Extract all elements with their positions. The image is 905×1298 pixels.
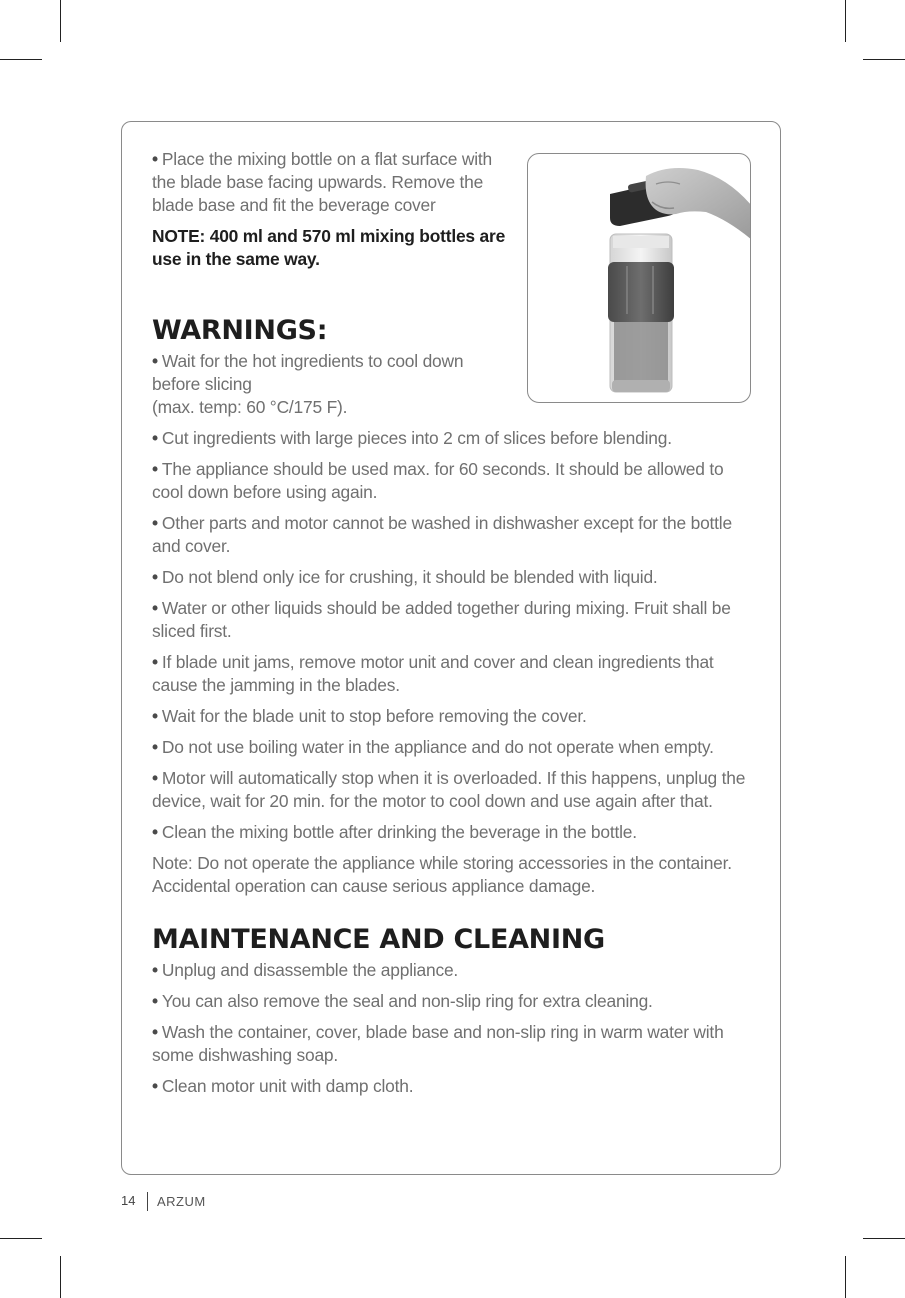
bullet-icon: • (152, 768, 158, 788)
bullet-icon: • (152, 960, 158, 980)
bullet-icon: • (152, 822, 158, 842)
warning-item: • Do not use boiling water in the appliance and do not operate when empty. (152, 737, 714, 757)
page-content (152, 148, 752, 1106)
bullet-icon: • (152, 149, 158, 169)
bullet-icon: • (152, 737, 158, 757)
warning-item: • Motor will automatically stop when it is overloaded. If this happens, unplug the device, wait for 20 min. for the motor to cool down and use again after that. (152, 768, 746, 811)
warning-item: • Clean the mixing bottle after drinking the beverage in the bottle. (152, 822, 637, 842)
max-temp-text: (max. temp: 60 °C/175 F). (152, 397, 348, 417)
bullet-icon: • (152, 991, 158, 1011)
crop-mark (845, 0, 846, 42)
warning-item: • If blade unit jams, remove motor unit and cover and clean ingredients that cause the jamming in the blades. (152, 652, 714, 695)
warnings-heading: WARNINGS: (152, 315, 328, 346)
warning-item: • Wait for the hot ingredients to cool down before slicing (max. temp: 60 °C/175 F). (152, 351, 464, 417)
crop-mark (863, 1238, 905, 1239)
warnings-note: Note: Do not operate the appliance while storing accessories in the container. Accidental operation can cause serious appliance damage. (152, 853, 732, 896)
warning-item: • The appliance should be used max. for 60 seconds. It should be allowed to cool down before using again. (152, 459, 724, 502)
crop-mark (0, 1238, 42, 1239)
bullet-icon: • (152, 1022, 158, 1042)
warning-item: • Do not blend only ice for crushing, it should be blended with liquid. (152, 567, 658, 587)
crop-mark (0, 59, 42, 60)
crop-mark (863, 59, 905, 60)
bullet-icon: • (152, 706, 158, 726)
bullet-icon: • (152, 1076, 158, 1096)
maintenance-item: • You can also remove the seal and non-slip ring for extra cleaning. (152, 991, 653, 1011)
maintenance-heading: MAINTENANCE AND CLEANING (152, 924, 605, 955)
crop-mark (845, 1256, 846, 1298)
bullet-icon: • (152, 652, 158, 672)
crop-mark (60, 1256, 61, 1298)
bullet-icon: • (152, 351, 158, 371)
maintenance-item: • Unplug and disassemble the appliance. (152, 960, 459, 980)
intro-bullet: • Place the mixing bottle on a flat surface with the blade base facing upwards. Remove the blade base and fit the beverage cover (152, 149, 492, 215)
warning-item: • Other parts and motor cannot be washed in dishwasher except for the bottle and cover. (152, 513, 732, 556)
warning-item: • Wait for the blade unit to stop before removing the cover. (152, 706, 587, 726)
warning-item: • Cut ingredients with large pieces into 2 cm of slices before blending. (152, 428, 672, 448)
intro-note: NOTE: 400 ml and 570 ml mixing bottles are use in the same way. (152, 226, 506, 269)
bullet-icon: • (152, 428, 158, 448)
maintenance-item: • Clean motor unit with damp cloth. (152, 1076, 414, 1096)
footer-divider (147, 1192, 148, 1211)
page-number: 14 (121, 1193, 136, 1208)
bullet-icon: • (152, 598, 158, 618)
warning-item: • Water or other liquids should be added together during mixing. Fruit shall be sliced first. (152, 598, 731, 641)
maintenance-item: • Wash the container, cover, blade base and non-slip ring in warm water with some dishwashing soap. (152, 1022, 724, 1065)
bullet-icon: • (152, 513, 158, 533)
footer-brand: ARZUM (157, 1194, 206, 1209)
crop-mark (60, 0, 61, 42)
bullet-icon: • (152, 567, 158, 587)
bullet-icon: • (152, 459, 158, 479)
